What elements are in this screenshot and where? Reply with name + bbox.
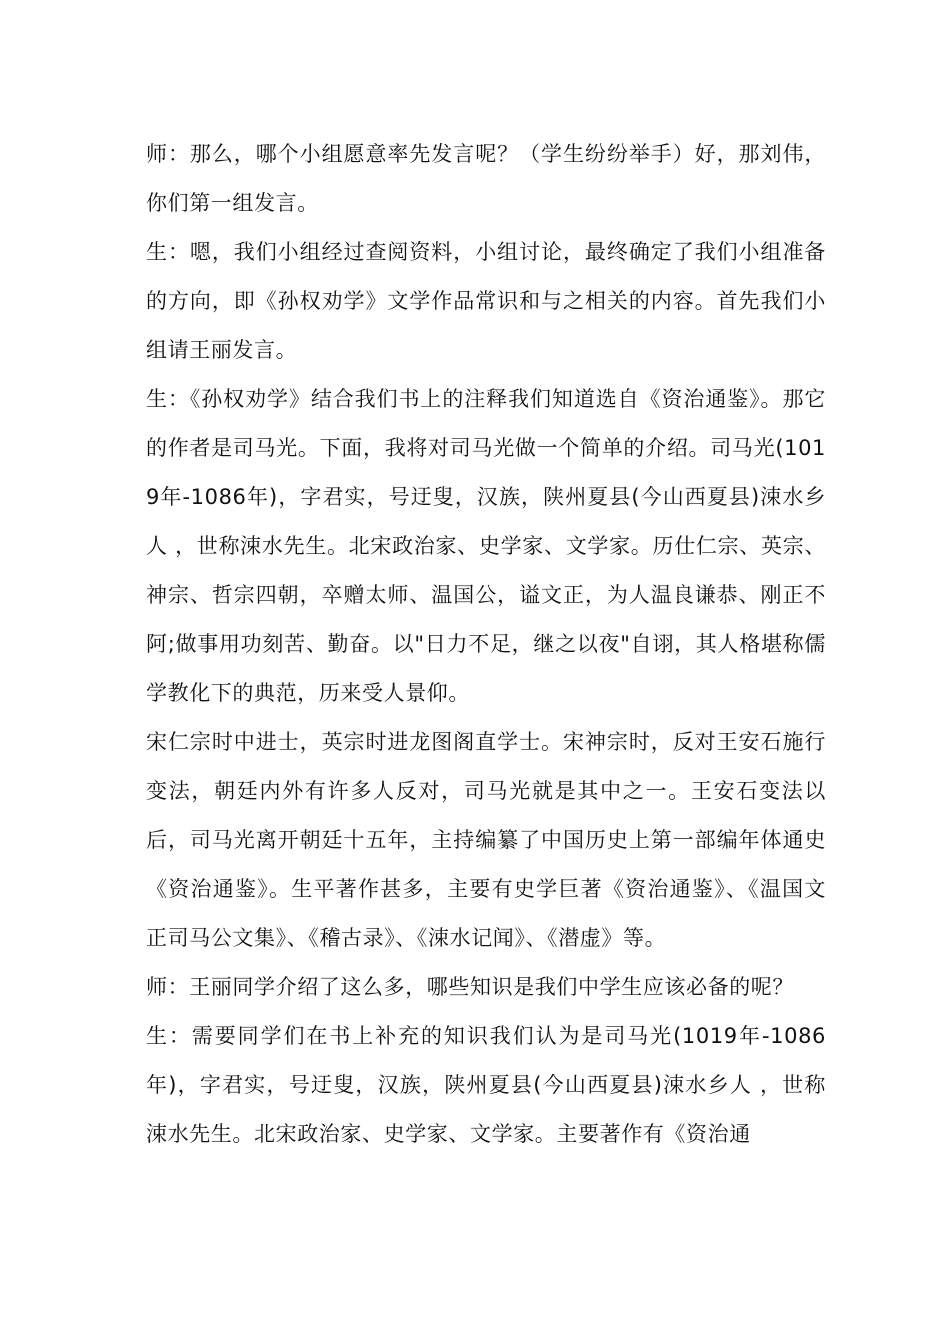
paragraph-student-group-intro: 生：嗯，我们小组经过查阅资料，小组讨论，最终确定了我们小组准备的方向，即《孙权劝学》文学作品常识和与之相关的内容。首先我们小组请王丽发言。 xyxy=(146,240,826,362)
document-body xyxy=(146,130,826,1159)
paragraph-sima-guang-career: 宋仁宗时中进士，英宗时进龙图阁直学士。宋神宗时，反对王安石施行变法，朝廷内外有许多人反对，司马光就是其中之一。王安石变法以后，司马光离开朝廷十五年，主持编纂了中国历史上第一部编年体通史《资治通鉴》。生平著作甚多，主要有史学巨著《资治通鉴》、《温国文正司马公文集》、《稽古录》、《涑水记闻》、《潜虚》等。 xyxy=(146,730,826,950)
paragraph-student-summary: 生：需要同学们在书上补充的知识我们认为是司马光(1019年-1086年)，字君实，号迂叟，汉族，陕州夏县(今山西夏县)涑水乡人 ，世称涑水先生。北宋政治家、史学家、文学家。主要著作有《资治通 xyxy=(146,1024,826,1146)
paragraph-teacher-followup: 师：王丽同学介绍了这么多，哪些知识是我们中学生应该必备的呢？ xyxy=(146,975,794,999)
paragraph-sima-guang-intro: 生：《孙权劝学》结合我们书上的注释我们知道选自《资治通鉴》。那它的作者是司马光。下面，我将对司马光做一个简单的介绍。司马光(1019年-1086年)，字君实，号迂叟，汉族，陕州夏县(今山西夏县)涑水乡人 ，世称涑水先生。北宋政治家、史学家、文学家。历仕仁宗、英宗、神宗、哲宗四朝，卒赠太师、温国公，谥文正，为人温良谦恭、刚正不阿;做事用功刻苦、勤奋。以"日力不足，继之以夜"自诩，其人格堪称儒学教化下的典范，历来受人景仰。 xyxy=(146,387,826,705)
paragraph-teacher-question: 师：那么，哪个小组愿意率先发言呢？（学生纷纷举手）好，那刘伟，你们第一组发言。 xyxy=(146,142,826,215)
